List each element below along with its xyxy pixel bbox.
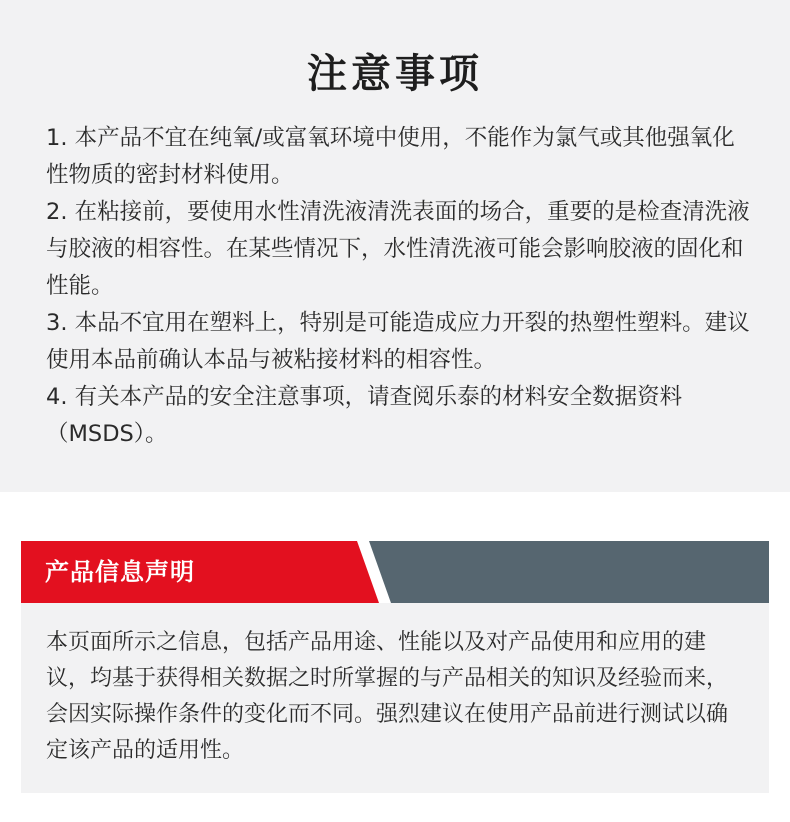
statement-banner bbox=[21, 541, 769, 603]
note-item-1: 1. 本产品不宜在纯氧/或富氧环境中使用，不能作为氯气或其他强氧化性物质的密封材料使用。 bbox=[46, 125, 735, 188]
statement-panel bbox=[21, 603, 769, 793]
notes-list bbox=[46, 120, 752, 453]
banner-slate-band bbox=[369, 541, 769, 603]
note-item-4: 4. 有关本产品的安全注意事项，请查阅乐泰的材料安全数据资料（MSDS）。 bbox=[46, 384, 683, 447]
notes-title: 注意事项 bbox=[307, 51, 483, 97]
note-item-3: 3. 本品不宜用在塑料上，特别是可能造成应力开裂的热塑性塑料。建议使用本品前确认本品与被粘接材料的相容性。 bbox=[46, 310, 750, 373]
statement-title: 产品信息声明 bbox=[45, 558, 195, 586]
note-item-2: 2. 在粘接前，要使用水性清洗液清洗表面的场合，重要的是检查清洗液与胶液的相容性。在某些情况下，水性清洗液可能会影响胶液的固化和性能。 bbox=[46, 199, 750, 299]
statement-body: 本页面所示之信息，包括产品用途、性能以及对产品使用和应用的建议，均基于获得相关数据之时所掌握的与产品相关的知识及经验而来，会因实际操作条件的变化而不同。强烈建议在使用产品前进行测试以确定该产品的适用性。 bbox=[46, 630, 729, 763]
